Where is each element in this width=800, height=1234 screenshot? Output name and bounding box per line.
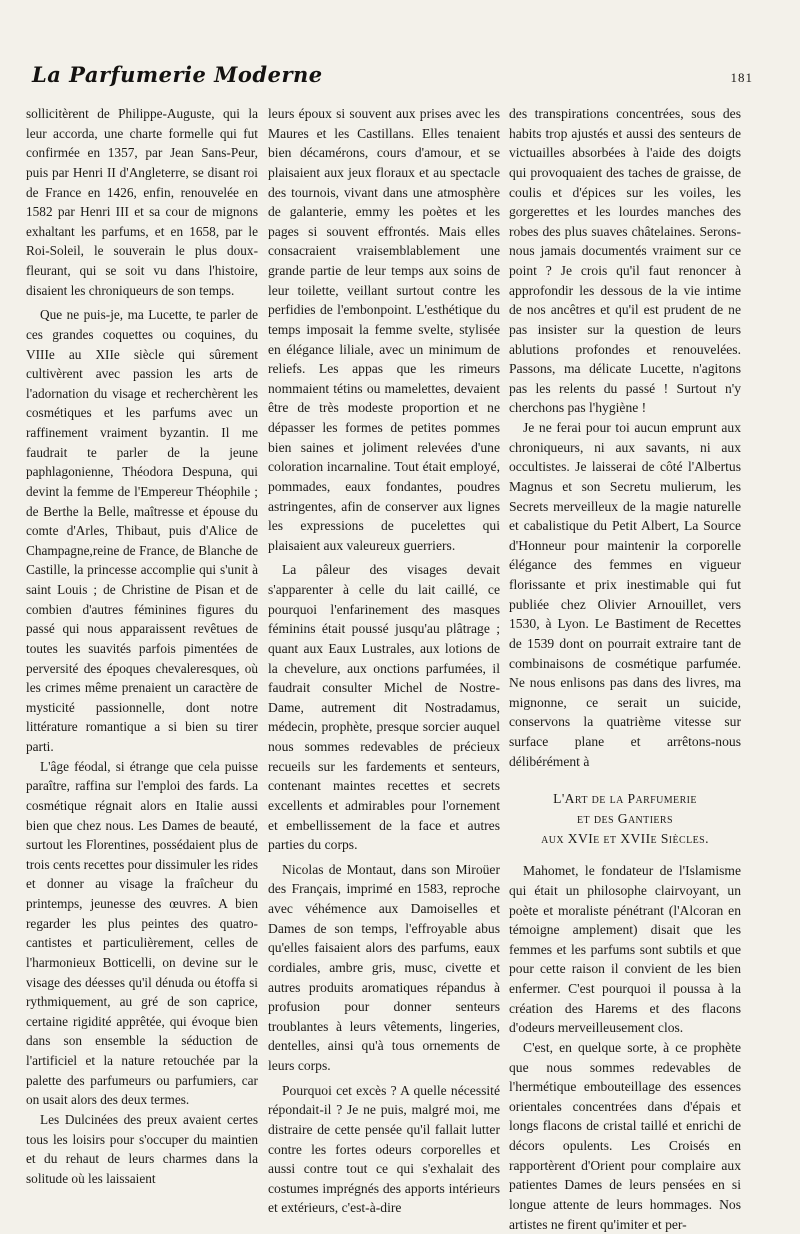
paragraph: des transpirations concentrées, sous des habits trop ajustés et aussi des senteurs de victuailles absorbées à l'aide des doigts qui provoquaient des taches de graisse, de coulis et d'épices sur les voiles, les gorgerettes et les lourdes manches des robes des plus suaves châtelaines. Serons-nous jamais documentés vraiment sur ce point ? Je crois qu'il faut renoncer à approfondir les dessous de la vie intime de nos ancêtres et qu'il est prudent de ne pas insister sur la question de leurs ablutions profondes et renouvelées. Passons, ma délicate Lucette, n'agitons pas les relents du passé ! Surtout n'y cherchons pas l'hygiène ! [509,106,741,416]
paragraph: Mahomet, le fondateur de l'Islamisme qui était un philosophe clairvoyant, un poète et moraliste pénétrant (l'Alcoran en témoigne amplement) disait que les femmes et les parfums sont subtils et que pour cette raison il convient de les bien enfermer. C'est pourquoi il poussa à la création des Harems et des flacons d'odeurs merveilleusement clos. [509,863,741,1036]
paragraph: Les Dulcinées des preux avaient certes tous les loisirs pour s'occuper du maintien et du rehaut de leurs charmes dans la solitude où les laissaient [26,1111,258,1186]
paragraph: L'âge féodal, si étrange que cela puisse paraître, raffina sur l'emploi des fards. La cosmétique régnait alors en Italie aussi bien que chez nous. Les Dames de beauté, surtout les Florentines, possédaient plus de trois cents recettes pour dissimuler les rides et donner au visage la fraîcheur du printemps, jeunesse des œuvres. A bien regarder les plus peintes des quatro-cantistes et particulièrement, celles de l'harmonieux Botticelli, on devine sur le visage des déesses qu'il dénuda ou étoffa si rythmiquement, au gré de son caprice, certaine rigidité apprêtée, qui évoque bien dans son ensemble la séduction de l'artificiel et la nature retouchée par la palette des parfumeurs ou parfumiers, car on usait alors des deux termes. [26,758,258,1108]
column-1 [26,104,258,1188]
paragraph: Pourquoi cet excès ? A quelle nécessité répondait-il ? Je ne puis, malgré moi, me distraire de cette pensée qu'il fallait lutter contre les fortes odeurs corporelles et aussi contre tout ce qui s'exhalait des costumes imprégnés des apports intérieurs et extérieurs, c'est-à-dire [268,1082,500,1216]
column-2 [268,104,500,1218]
paragraph: Nicolas de Montaut, dans son Miroüer des Français, imprimé en 1583, reproche avec véhémence aux Damoiselles et Dames de son temps, l'effroyable abus qu'elles faisaient alors des parfums, eaux cordiales, ambre gris, musc, civette et autres produits aromatiques répandus à profusion pour donner senteurs troublantes à leurs vêtements, lingeries, dentelles, ainsi qu'à tous ornements de leurs corps. [268,861,500,1073]
page-header [28,58,753,92]
section-heading-line: L'Art de la Parfumerie [553,791,697,807]
paragraph: Que ne puis-je, ma Lucette, te parler de ces grandes coquettes ou coquines, du VIIIe au XIIe siècle qui sûrement cultivèrent avec passion les arts de l'adornation du visage et recherchèrent les cosmétiques et les parfums avec un raffinement vraiment byzantin. Il me faudrait te parler de la jeune paphlagonienne, Théodora Despuna, qui devint la femme de l'Empereur Théophile ; de Berthe la Belle, maîtresse et épouse du comte d'Arles, Thibaut, puis d'Alice de Champagne,reine de France, de Blanche de Castille, la princesse accomplie qui s'unit à saint Louis ; de Christine de Pisan et de combien d'autres féminines figures du passé qui nous apparaissent revêtues de toutes les suavités parfois pimentées de perversité des époques chevaleresques, où les crimes même prenaient un caractère de mysticité passionnelle, dont notre littérature romantique a si bien su tirer parti. [26,307,258,754]
section-heading [509,789,741,849]
paragraph: La pâleur des visages devait s'apparenter à celle du lait caillé, ce pourquoi l'enfarinement des masques féminins était poussé jusqu'au plâtrage ; quant aux Eaux Lustrales, aux lotions de la chevelure, aux onctions parfumées, il faudrait consulter Michel de Nostre-Dame, autrement dit Nostradamus, médecin, prophète, presque sorcier auquel nous sommes redevables de précieux recueils sur les fardements et senteurs, contenant maintes recettes et secrets excellents et admirables pour l'ornement et embellissement de la face et autres parties du corps. [268,562,500,853]
column-3 [509,104,741,1234]
masthead-title: La Parfumerie Moderne [32,62,323,87]
paragraph: leurs époux si souvent aux prises avec les Maures et les Castillans. Elles tenaient bien décamérons, cours d'amour, et se plaisaient aux jeux floraux et au spectacle des tournois, vivant dans une atmosphère de galanterie, emmy les poètes et les pages si souvent effrontés. Mais elles consacraient vraisemblablement une grande partie de leur temps aux soins de leur toilette, veillant surtout contre les perfidies de l'embonpoint. L'esthétique du temps imposait la femme svelte, stylisée en élégance liliale, avec un minimum de reliefs. Les appas que les rimeurs nommaient tétins ou mamelettes, devaient être de très modeste proportion et ne dépasser les formes de petites pommes bien saines et joliment relevées d'une coloration incarnaline. Tout était employé, pommades, eaux fondantes, poudres astringentes, afin de conserver aux lignes les expressions de pucelettes qui plaisaient aux valeureux guerriers. [268,106,500,553]
paragraph: C'est, en quelque sorte, à ce prophète que nous sommes redevables de l'hermétique embouteillage des essences orientales concentrées dans d'épais et longs flacons de cristal taillé et enrichi de décors opulents. Les Croisés en rapportèrent d'Orient pour complaire aux patientes Dames de leurs pensées en si longue attente de leurs hommages. Nos artistes ne firent qu'imiter et per- [509,1039,741,1232]
paragraph: Je ne ferai pour toi aucun emprunt aux chroniqueurs, ni aux savants, ni aux occultistes. Je laisserai de côté l'Albertus Magnus et son Secretu mulierum, les Secrets merveilleux de la magie naturelle et cabalistique du Petit Albert, La Source d'Honneur pour maintenir la corporelle élégance des femmes en vigueur florissante et prix inestimable qui fut publiée chez Olivier Arnouillet, vers 1530, à Lyon. Le Bastiment de Recettes de 1539 dont on pourrait extraire tant de combinaisons de cosmétique parfumée. Ne nous enlisons pas dans des livres, ma mignonne, ce serait un suicide, conservons la quatrième vitesse sur surface plane et arrêtons-nous délibérément à [509,420,741,769]
page-number: 181 [730,70,753,85]
section-heading-line: aux XVIe et XVIIe Siècles. [541,831,709,847]
paragraph: sollicitèrent de Philippe-Auguste, qui la leur accorda, une charte formelle qui fut confirmée en 1357, par Jean Sans-Peur, puis par Henri II d'Angleterre, se disant roi de France en 1426, enfin, renouvelée en 1582 par Henri III et sa cour de mignons exhaltant les parfums, et en 1658, par le Roi-Soleil, le souverain le plus doux-fleurant, qui se soit vu dans l'histoire, disaient les chroniqueurs de son temps. [26,106,258,298]
section-heading-line: et des Gantiers [577,811,673,827]
